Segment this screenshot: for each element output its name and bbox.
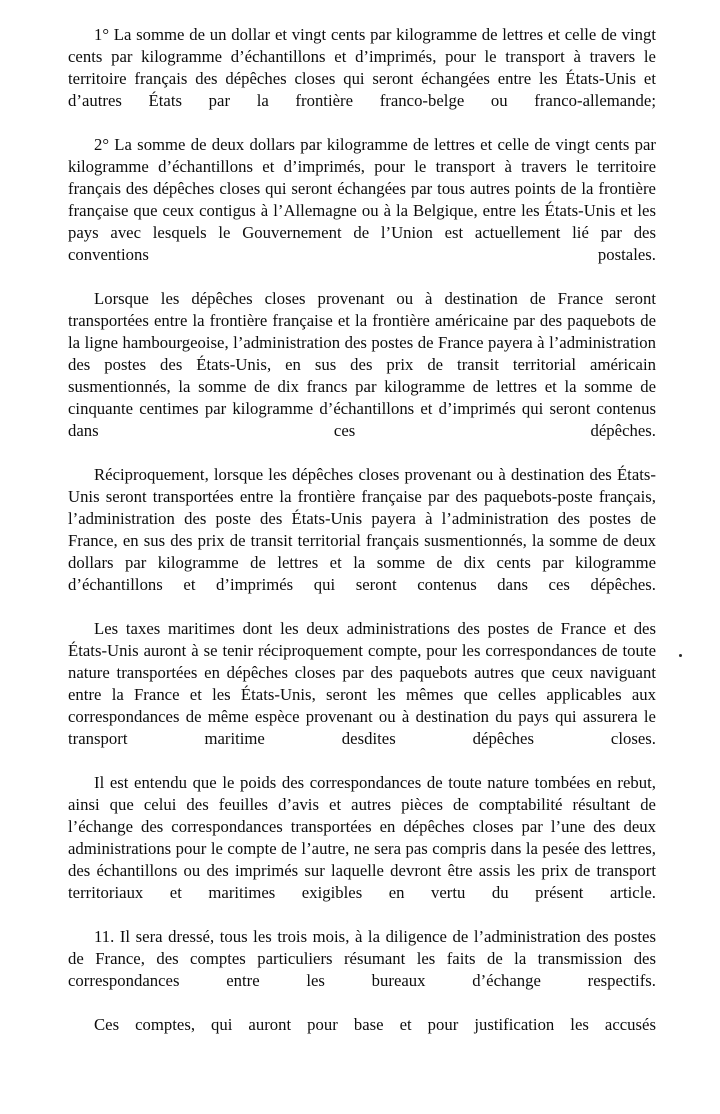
paragraph-article-11: 11. Il sera dressé, tous les trois mois, à la diligence de l’administration des postes de France, des comptes particuliers résumant les faits de la transmission des correspondances entre les bureaux d’échange respectifs. xyxy=(68,927,656,990)
paragraph-clause-ces-comptes: Ces comptes, qui auront pour base et pour justification les accusés xyxy=(94,1015,656,1034)
paragraph-clause-lorsque: Lorsque les dépêches closes provenant ou à destination de France seront transportées entre la frontière française et la frontière américaine par des paquebots de la ligne hambourgeoise, l’administration des postes de France payera à l’administration des postes des États-Unis, en sus des prix de transit territorial américain susmentionnés, la somme de dix francs par kilogramme de lettres et la somme de cinquante centimes par kilogramme d’échantillons et d’imprimés qui seront contenus dans ces dépêches. xyxy=(68,289,656,440)
paragraph-clause-2: 2° La somme de deux dollars par kilogramme de lettres et celle de vingt cents par kilogramme d’échantillons et d’imprimés, pour le transport à travers le territoire français des dépêches closes qui seront échangées par tous autres points de la frontière française que ceux contigus à l’Allemagne ou à la Belgique, entre les États-Unis et les pays avec lesquels le Gouvernement de l’Union est actuellement lié par des conventions postales. xyxy=(68,135,656,264)
paragraph-clause-taxes-maritimes: Les taxes maritimes dont les deux administrations des postes de France et des États-Unis auront à se tenir réciproquement compte, pour les correspondances de toute nature transportées en dépêches closes par des paquebots autres que ceux naviguant entre la France et les États-Unis, seront les mêmes que celles applicables aux correspondances de même espèce provenant ou à destination du pays qui assurera le transport maritime desdites dépêches closes. xyxy=(68,619,656,748)
text-column xyxy=(68,24,656,1058)
margin-ink-speck xyxy=(679,654,682,657)
paragraph-clause-reciproquement: Réciproquement, lorsque les dépêches closes provenant ou à destination des États-Unis seront transportées entre la frontière française par des paquebots-poste français, l’administration des poste des États-Unis payera à l’administration des postes de France, en sus des prix de transit territorial français susmentionnés, la somme de deux dollars par kilogramme de lettres et la somme de dix cents par kilogramme d’échantillons et d’imprimés qui seront contenus dans ces dépêches. xyxy=(68,465,656,594)
paragraph-clause-il-est-entendu: Il est entendu que le poids des correspondances de toute nature tombées en rebut, ainsi que celui des feuilles d’avis et autres pièces de comptabilité résultant de l’échange des correspondances transportées en dépêches closes par l’une des deux administrations pour le compte de l’autre, ne sera pas compris dans la pesée des lettres, des échantillons ou des imprimés sur laquelle devront être assis les prix de transport territoriaux et maritimes exigibles en vertu du présent article. xyxy=(68,773,656,902)
paragraph-clause-1: 1° La somme de un dollar et vingt cents par kilogramme de lettres et celle de vingt cents par kilogramme d’échantillons et d’imprimés, pour le transport à travers le territoire français des dépêches closes qui seront échangées entre les États-Unis et d’autres États par la frontière franco-belge ou franco-allemande; xyxy=(68,25,656,110)
